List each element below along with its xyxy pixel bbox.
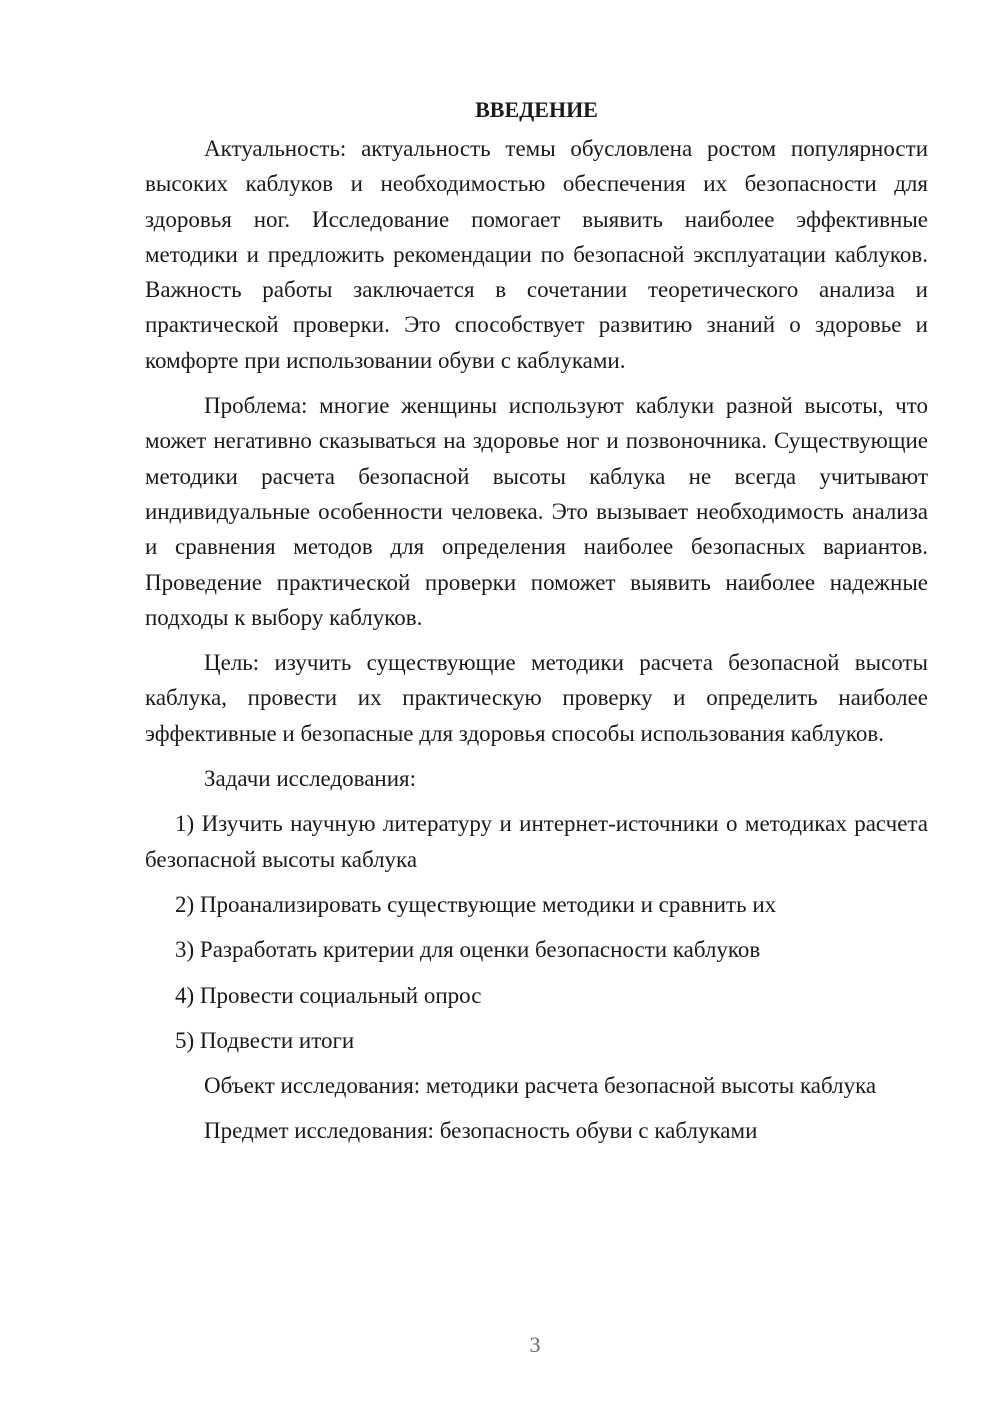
task-item-3: 3) Разработать критерии для оценки безопасности каблуков	[175, 937, 761, 963]
page-title: ВВЕДЕНИЕ	[475, 97, 598, 122]
page-number: 3	[529, 1332, 541, 1357]
goal-paragraph: Цель: изучить существующие методики расчета безопасной высоты каблука, провести их практическую проверку и определить наиболее эффективные и безопасные для здоровья способы использования каблуков.	[145, 650, 928, 746]
task-item-5: 5) Подвести итоги	[175, 1027, 355, 1053]
tasks-label: Задачи исследования:	[204, 766, 417, 792]
task-item-2: 2) Проанализировать существующие методики и сравнить их	[175, 891, 777, 917]
task-item-1: 1) Изучить научную литературу и интернет-источники о методиках расчета безопасной высоты каблука	[145, 811, 928, 872]
problem-paragraph: Проблема: многие женщины используют каблуки разной высоты, что может негативно сказываться на здоровье ног и позвоночника. Существующие методики расчета безопасной высоты каблука не всегда учитывают индивидуальные особенности человека. Это вызывает необходимость анализа и сравнения методов для определения наиболее безопасных вариантов. Проведение практической проверки поможет выявить наиболее надежные подходы к выбору каблуков.	[145, 393, 928, 630]
object-paragraph: Объект исследования: методики расчета безопасной высоты каблука	[204, 1073, 877, 1099]
relevance-paragraph: Актуальность: актуальность темы обусловлена ростом популярности высоких каблуков и необходимостью обеспечения их безопасности для здоровья ног. Исследование помогает выявить наиболее эффективные методики и предложить рекомендации по безопасной эксплуатации каблуков. Важность работы заключается в сочетании теоретического анализа и практической проверки. Это способствует развитию знаний о здоровье и комфорте при использовании обуви с каблуками.	[145, 136, 928, 373]
page-content	[145, 92, 928, 1159]
subject-paragraph: Предмет исследования: безопасность обуви с каблуками	[204, 1118, 758, 1144]
task-item-4: 4) Провести социальный опрос	[175, 982, 482, 1008]
